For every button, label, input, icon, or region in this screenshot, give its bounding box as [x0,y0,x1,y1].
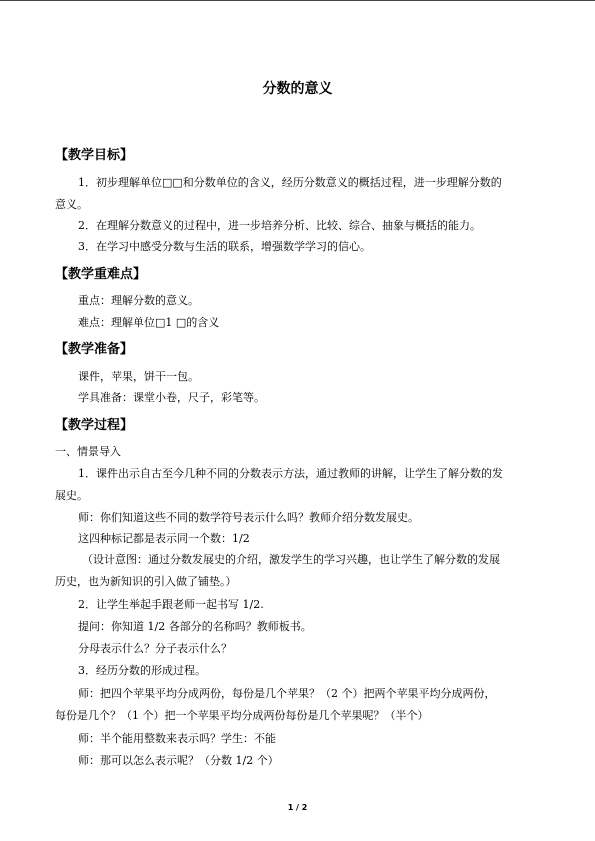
heading-preparation: 【教学准备】 [55,342,134,357]
key-line-1: 重点：理解分数的意义。 [78,294,199,307]
key-line-2: 难点：理解单位□1 □的含义 [78,316,220,329]
goals-line-2: 意义。 [55,198,88,211]
process-line-7: 历史，也为新知识的引入做了铺垫。） [55,575,237,588]
heading-process: 【教学过程】 [55,418,134,433]
process-line-3: 展史。 [55,489,88,502]
process-line-12: 师：把四个苹果平均分成两份，每份是几个苹果？（2 个）把两个苹果平均分成两份， [78,687,496,700]
heading-key-points: 【教学重难点】 [55,267,147,282]
process-line-6: （设计意图：通过分数发展史的介绍，激发学生的学习兴趣，也让学生了解分数的发展 [82,553,500,566]
process-line-11: 3．经历分数的形成过程。 [78,664,206,677]
goals-line-3: 2．在理解分数意义的过程中，进一步培养分析、比较、综合、抽象与概括的能力。 [78,219,481,232]
process-line-13: 每份是几个？（1 个）把一个苹果平均分成两份每份是几个苹果呢？（半个） [55,709,429,722]
heading-goals: 【教学目标】 [55,148,134,163]
process-line-4: 师：你们知道这些不同的数学符号表示什么吗？教师介绍分数发展史。 [78,511,419,524]
process-line-8: 2．让学生举起手跟老师一起书写 1/2. [78,598,264,611]
process-line-1: 一、情景导入 [55,445,121,458]
prep-line-1: 课件，苹果，饼干一包。 [78,370,199,383]
process-line-2: 1．课件出示自古至今几种不同的分数表示方法，通过教师的讲解，让学生了解分数的发 [78,467,503,480]
header-rule [0,0,595,1]
prep-line-2: 学具准备：课堂小卷，尺子，彩笔等。 [78,391,265,404]
process-line-5: 这四种标记都是表示同一个数：1/2 [78,532,250,545]
goals-line-4: 3．在学习中感受分数与生活的联系，增强数学学习的信心。 [78,240,371,253]
page-title: 分数的意义 [262,81,333,97]
process-line-15: 师：那可以怎么表示呢？（分数 1/2 个） [78,754,279,767]
process-line-9: 提问：你知道 1/2 各部分的名称吗？教师板书。 [78,620,312,633]
process-line-14: 师：半个能用整数来表示吗？学生：不能 [78,732,276,745]
process-line-10: 分母表示什么？分子表示什么？ [78,642,232,655]
page-number: 1 / 2 [287,803,308,812]
goals-line-1: 1．初步理解单位□□和分数单位的含义，经历分数意义的概括过程，进一步理解分数的 [78,176,502,189]
